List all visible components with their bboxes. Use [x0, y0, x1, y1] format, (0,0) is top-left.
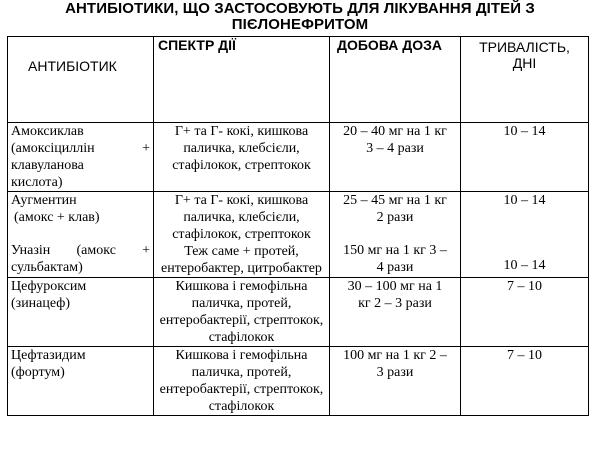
antibiotic-name: Цефтазидим	[11, 348, 86, 363]
sub-antibiotic-plus: +	[142, 243, 150, 258]
dose-line-1: 20 – 40 мг на 1 кг	[343, 124, 447, 139]
duration-text: 10 – 14	[503, 193, 546, 208]
document-title	[0, 1, 600, 33]
sub-antibiotic-composition-end: сульбактам)	[11, 260, 83, 275]
duration-cell: 7 – 10	[461, 347, 589, 416]
sub-antibiotic-name: Уназін	[11, 243, 51, 258]
dose-line-1: 30 – 100 мг на 1	[347, 279, 443, 294]
title-line-1: АНТИБІОТИКИ, ЩО ЗАСТОСОВУЮТЬ ДЛЯ ЛІКУВАННЯ ДІТЕЙ З	[65, 0, 535, 17]
dose-line-1: 100 мг на 1 кг 2 –	[343, 348, 447, 363]
sub-spectrum-text: Теж саме + протей, ентеробактер, цитробактер	[161, 244, 322, 276]
duration-cell: 7 – 10	[461, 278, 589, 347]
dose-cell	[330, 192, 461, 278]
dose-line-2: 3 рази	[376, 365, 414, 380]
header-duration-line-1: ТРИВАЛІСТЬ,	[479, 39, 570, 55]
antibiotic-composition-cont: клавуланова	[11, 158, 84, 173]
antibiotic-name: Аугментин	[11, 193, 77, 208]
table-row	[8, 123, 589, 192]
spectrum-text: Г+ та Г- кокі, кишкова паличка, клебсієли, стафілокок, стрептокок	[172, 193, 311, 242]
antibiotic-name-cell	[8, 347, 154, 416]
antibiotic-composition: (амоксіциллін	[11, 141, 95, 156]
dose-cell	[330, 123, 461, 192]
sub-duration-text: 10 – 14	[503, 258, 546, 273]
sub-dose-line-2: 4 рази	[376, 260, 414, 275]
dose-line-2: 2 рази	[376, 210, 414, 225]
spectrum-cell: Г+ та Г- кокі, кишкова паличка, клебсієли, стафілокок, стрептокок	[154, 123, 330, 192]
header-antibiotic: АНТИБІОТИК	[8, 37, 154, 123]
spectrum-cell: Кишкова і гемофільна паличка, протей, ентеробактерії, стрептокок, стафілокок	[154, 278, 330, 347]
table-row	[8, 347, 589, 416]
antibiotic-name: Цефуроксим	[11, 279, 87, 294]
sub-antibiotic-composition: (амокс	[76, 243, 116, 258]
title-line-2: ПІЄЛОНЕФРИТОМ	[231, 16, 369, 33]
dose-line-2: 3 – 4 рази	[366, 141, 424, 156]
duration-cell	[461, 192, 589, 278]
header-duration	[461, 37, 589, 123]
antibiotic-name-cell	[8, 192, 154, 278]
header-dose: ДОБОВА ДОЗА	[330, 37, 461, 123]
table-header-row	[8, 37, 589, 123]
spectrum-cell	[154, 192, 330, 278]
antibiotic-name-cell	[8, 123, 154, 192]
dose-cell	[330, 278, 461, 347]
antibiotic-composition: (амокс + клав)	[14, 210, 100, 225]
header-duration-line-2: ДНІ	[512, 55, 537, 71]
spectrum-cell: Кишкова і гемофільна паличка, протей, ентеробактерії, стрептокок, стафілокок	[154, 347, 330, 416]
dose-cell	[330, 347, 461, 416]
dose-line-2: кг 2 – 3 рази	[358, 296, 432, 311]
antibiotics-table	[7, 36, 589, 416]
duration-cell: 10 – 14	[461, 123, 589, 192]
table-row	[8, 278, 589, 347]
table-row	[8, 192, 589, 278]
sub-dose-line-1: 150 мг на 1 кг 3 –	[343, 243, 447, 258]
header-spectrum: СПЕКТР ДІЇ	[154, 37, 330, 123]
antibiotic-trade-name: (фортум)	[11, 365, 65, 380]
antibiotic-name: Амоксиклав	[11, 124, 84, 139]
antibiotic-trade-name: (зинацеф)	[11, 296, 71, 311]
dose-line-1: 25 – 45 мг на 1 кг	[343, 193, 447, 208]
antibiotic-composition-end: кислота)	[11, 175, 63, 190]
antibiotic-composition-plus: +	[142, 141, 150, 156]
antibiotic-name-cell	[8, 278, 154, 347]
